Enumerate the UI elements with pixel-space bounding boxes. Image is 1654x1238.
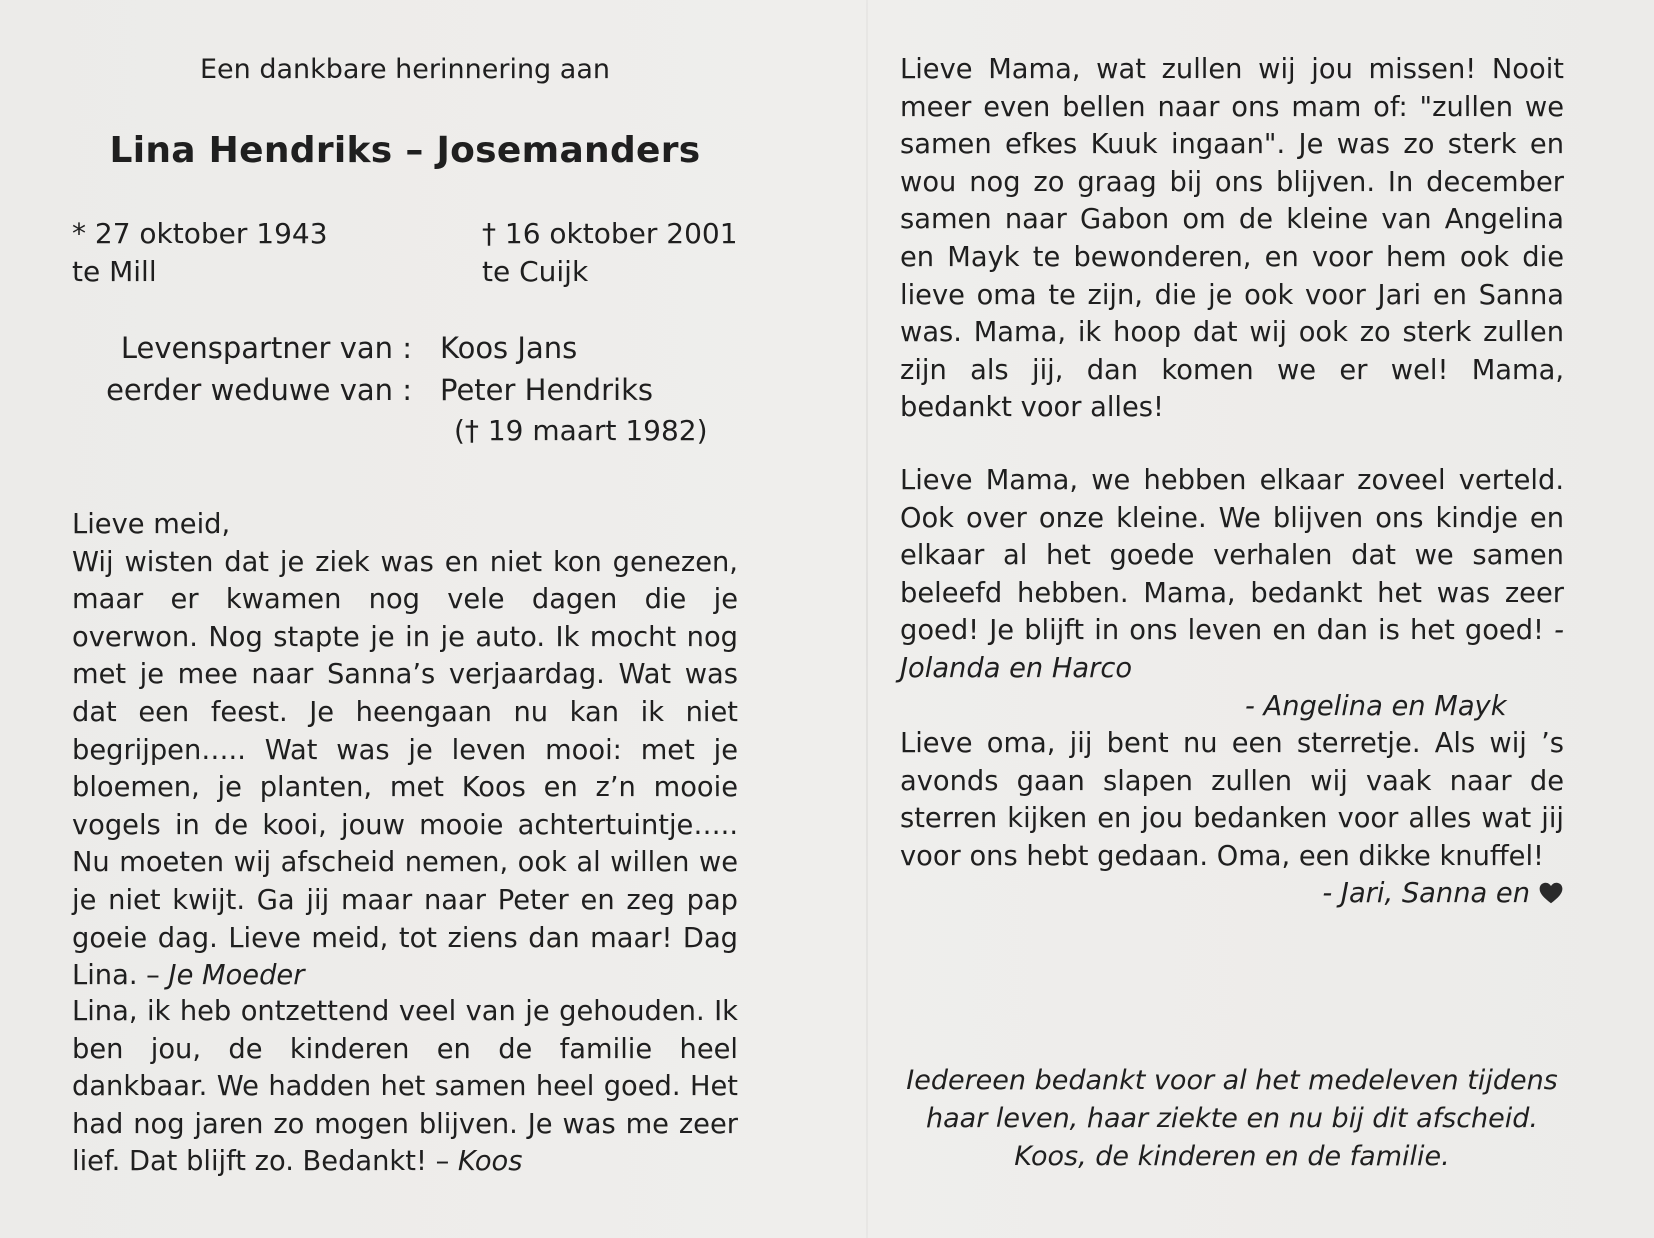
heart-icon	[1538, 880, 1564, 906]
birth-place: te Mill	[72, 255, 157, 288]
letter-mother	[72, 506, 738, 995]
widow-death-date: († 19 maart 1982)	[454, 414, 708, 447]
letter-mother-body: Wij wisten dat je ziek was en niet kon genezen, maar er kwamen nog vele dagen die je overwon. Nog stapte je in je auto. Ik mocht nog met je mee naar Sanna’s verjaardag. Wat was dat een feest. Je heengaan nu kan ik niet begrijpen….. Wat was je leven mooi: met je bloemen, je planten, met Koos en z’n mooie vogels in de kooi, jouw mooie achtertuintje….. Nu moeten wij afscheid nemen, ook al willen we je niet kwijt. Ga jij maar naar Peter en zeg pap goeie dag. Lieve meid, tot ziens dan maar! Dag Lina. –	[72, 546, 738, 992]
widow-value: Peter Hendriks	[440, 373, 653, 407]
partner-value: Koos Jans	[440, 331, 578, 365]
letter-jolanda-angelina	[900, 462, 1564, 725]
signature-jari-sanna: - Jari, Sanna en	[1322, 878, 1530, 910]
letter-mother-salutation: Lieve meid,	[72, 509, 231, 540]
letter-children-body: Lieve Mama, wat zullen wij jou missen! Nooit meer even bellen naar ons mam of: "zullen we samen efkes Kuuk ingaan". Je was zo sterk en wou nog zo graag bij ons blijven. In december samen naar Gabon om de kleine van Angelina en Mayk te bewonderen, en voor hem ook die lieve oma te zijn, die je ook voor Jari en Sanna was. Mama, ik hoop dat wij ook zo sterk zullen zijn als jij, dan komen we er wel! Mama, bedankt voor alles!	[900, 54, 1564, 424]
partner-label: Levenspartner van :	[120, 331, 412, 365]
card-fold	[866, 0, 868, 1238]
letter-jolanda-body: Lieve Mama, we hebben elkaar zoveel verteld. Ook over onze kleine. We blijven ons kindje en elkaar al het goede verhalen dat we samen beleefd hebben. Mama, bedankt het was zeer goed! Je blijft in ons leven en dan is het goed!	[900, 465, 1564, 647]
signature-jolanda-harco: - Jolanda en Harco	[900, 615, 1564, 684]
widow-label: eerder weduwe van :	[106, 373, 412, 407]
closing-line-1: Iedereen bedankt voor al het medeleven tijdens	[906, 1065, 1558, 1096]
letter-grandchildren	[900, 725, 1564, 913]
signature-angelina-mayk: - Angelina en Mayk	[1245, 690, 1507, 722]
birth-date: * 27 oktober 1943	[72, 217, 328, 250]
closing-line-2: haar leven, haar ziekte en nu bij dit afscheid.	[925, 1103, 1538, 1134]
closing-line-3: Koos, de kinderen en de familie.	[1014, 1141, 1450, 1172]
letter-children	[900, 51, 1564, 427]
letter-koos	[72, 993, 738, 1181]
left-page	[72, 0, 738, 1238]
grandchildren-signature-line	[900, 875, 1564, 913]
deceased-name: Lina Hendriks – Josemanders	[109, 130, 701, 171]
closing-thanks	[900, 1062, 1564, 1176]
letter-koos-signature: Koos	[457, 1146, 523, 1178]
death-date: † 16 oktober 2001	[482, 217, 738, 250]
intro-text: Een dankbare herinnering aan	[200, 54, 610, 85]
death-place: te Cuijk	[482, 255, 589, 288]
letter-mother-signature: Je Moeder	[168, 960, 305, 992]
letter-koos-body: Lina, ik heb ontzettend veel van je gehouden. Ik ben jou, de kinderen en de familie heel dankbaar. We hadden het samen heel goed. Het had nog jaren zo mogen blijven. Je was me zeer lief. Dat blijft zo. Bedankt! –	[72, 996, 738, 1178]
letter-grandchildren-body: Lieve oma, jij bent nu een sterretje. Als wij ’s avonds gaan slapen zullen wij vaak naar de sterren kijken en jou bedanken voor alles wat jij voor ons hebt gedaan. Oma, een dikke knuffel!	[900, 728, 1564, 872]
right-page	[900, 0, 1564, 1238]
